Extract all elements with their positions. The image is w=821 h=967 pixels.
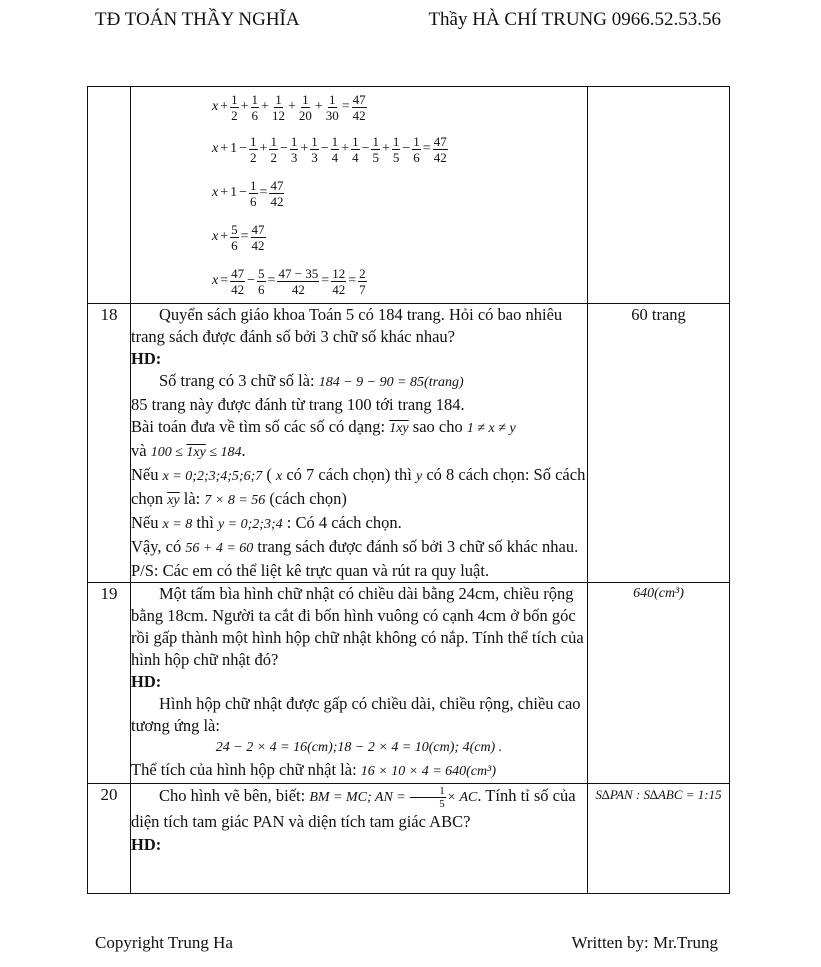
math-token: + [314,99,323,114]
math-token: x [212,99,219,114]
math-token: x [212,273,219,288]
fraction: $\frac{1}{12}$ [271,91,285,123]
fraction: $\frac{47}{42}$ [433,133,447,165]
math-token: − [239,141,248,156]
problem-19-content: Một tấm bìa hình chữ nhật có chiều dài bằng 24cm, chiều rộng bằng 18cm. Người ta cắt đi bốn hình vuông có cạnh 4cm ở bốn góc rồi gấp thành một hình hộp chữ nhật không có nắp. Tính thể tích của hình hộp chữ nhật đó? HD: Hình hộp chữ nhật được gấp có chiều dài, chiều rộng, chiều cao tương ứng là: 24 − 2 × 4 = 16(cm);18 − 2 × 4 = 10(cm); 4(cm) . Thể tích của hình hộp chữ nhật là: 16 × 10 × 4 = 640(cm³) [131,583,588,784]
math-token: = [267,273,276,288]
math-token: x [212,185,219,200]
problem-20-content [131,784,588,894]
equation-line-5 [211,259,587,303]
fraction: $\frac{47 - 35}{42}$ [278,265,319,297]
math-token: = [348,273,357,288]
equation-line-2 [211,127,587,171]
equation-line-1 [211,87,587,127]
answer-cell: 60 trang [588,304,730,583]
table-row [88,784,730,894]
problem-number: 18 [88,304,131,583]
problem-18-content: Quyển sách giáo khoa Toán 5 có 184 trang. Hỏi có bao nhiêu trang sách được đánh số bởi 3 chữ số khác nhau? HD: Số trang có 3 chữ số là: 184 − 9 − 90 = 85(trang) 85 trang này được đánh từ trang 100 tới trang 184. Bài toán đưa về tìm số các số có dạng: 1xy sao cho 1 ≠ x ≠ y và 100 ≤ 1xy ≤ 184. Nếu x = 0;2;3;4;5;6;7 ( x có 7 cách chọn) thì y có 8 cách chọn: Số cách chọn $\overline{xy}$ là: 7 × 8 = 56 (cách chọn) Nếu x = 8 thì y = 0;2;3;4 : Có 4 cách chọn. Vậy, có 56 + 4 = 60 trang sách được đánh số bởi 3 chữ số khác nhau. P/S: Các em có thể liệt kê trực quan và rút ra quy luật. [131,304,588,583]
math-token: = [341,99,350,114]
table-row [88,583,730,784]
math-token: 1 [230,141,238,156]
problem-number: 19 [88,583,131,784]
equation-line-3 [211,171,587,215]
math-token: + [261,99,269,114]
math-token: + [287,99,296,114]
fraction: $\frac{5}{6}$ [231,221,238,253]
math-token: 1 [230,185,238,200]
fraction: $\frac{1}{5}$ [392,133,400,165]
math-token: + [259,141,268,156]
math-token: = [220,273,229,288]
answer-cell: S∆PAN : S∆ABC = 1:15 [588,784,730,894]
fraction: $\frac{1}{3}$ [311,133,318,165]
problem-number: 20 [88,784,131,894]
fraction: $\frac{5}{6}$ [258,265,265,297]
header-left: TĐ TOÁN THẦY NGHĨA [95,9,300,30]
fraction: $\frac{1}{3}$ [290,133,298,165]
math-token: = [240,229,249,244]
header-right: Thầy HÀ CHÍ TRUNG 0966.52.53.56 [428,9,721,30]
math-token: + [220,99,229,114]
fraction: $\frac{1}{5}$ [372,133,379,165]
math-token: x [212,141,219,156]
math-token: = [259,185,268,200]
math-token: = [422,141,431,156]
math-token: + [220,229,229,244]
fraction: $\frac{47}{42}$ [352,91,366,123]
footer-left: Copyright Trung Ha [95,933,233,952]
fraction: $\frac{1}{4}$ [352,133,359,165]
math-token: + [220,141,229,156]
math-token: = [321,273,330,288]
math-token: − [320,141,329,156]
question-text: Một tấm bìa hình chữ nhật có chiều dài bằng 24cm, chiều rộng bằng 18cm. Người ta cắt đi bốn hình vuông có cạnh 4cm ở bốn góc rồi gấp thành một hình hộp chữ nhật không có nắp. Tính thể tích của hình hộp chữ nhật đó? [131,584,584,669]
row17-math [131,87,588,304]
question-text: Cho hình vẽ bên, biết: BM = MC; AN = $\frac{1}{5}$ × AC. Tính tỉ số của diện tích tam giác PAN và diện tích tam giác ABC? [131,784,576,831]
math-token: + [300,141,309,156]
math-token: − [247,273,256,288]
math-token: − [239,185,248,200]
math-token: + [220,185,229,200]
math-token: x [212,229,219,244]
fraction: $\frac{2}{7}$ [359,265,366,297]
footer-right: Written by: Mr.Trung [571,933,718,952]
math-token: − [402,141,411,156]
math-token: − [361,141,370,156]
hd-label: HD: [131,835,162,854]
math-token: − [279,141,288,156]
math-token: + [240,99,249,114]
fraction: $\frac{12}{42}$ [332,265,346,297]
fraction: $\frac{1}{4}$ [331,133,339,165]
hd-label: HD: [131,349,162,368]
math-token: + [381,141,390,156]
answer-cell: 640(cm³) [588,583,730,784]
math-token: + [341,141,350,156]
fraction: $\frac{1}{6}$ [250,177,257,209]
fraction: $\frac{1}{20}$ [298,91,312,123]
solutions-table [87,86,730,894]
fraction: $\frac{1}{6}$ [413,133,420,165]
table-row [88,304,730,583]
fraction: $\frac{47}{42}$ [251,221,265,253]
fraction: $\frac{1}{2}$ [231,91,238,123]
equation-line-4 [211,215,587,259]
fraction: $\frac{47}{42}$ [270,177,284,209]
fraction: $\frac{1}{5}$ [410,785,446,810]
fraction: $\frac{1}{2}$ [270,133,277,165]
table-row [88,87,730,304]
fraction: $\frac{47}{42}$ [231,265,245,297]
fraction: $\frac{1}{30}$ [325,91,339,123]
hd-label: HD: [131,672,162,691]
fraction: $\frac{1}{2}$ [250,133,257,165]
question-text: Quyển sách giáo khoa Toán 5 có 184 trang. Hỏi có bao nhiêu trang sách được đánh số bởi 3 chữ số khác nhau? [131,305,563,346]
fraction: $\frac{1}{6}$ [251,91,259,123]
